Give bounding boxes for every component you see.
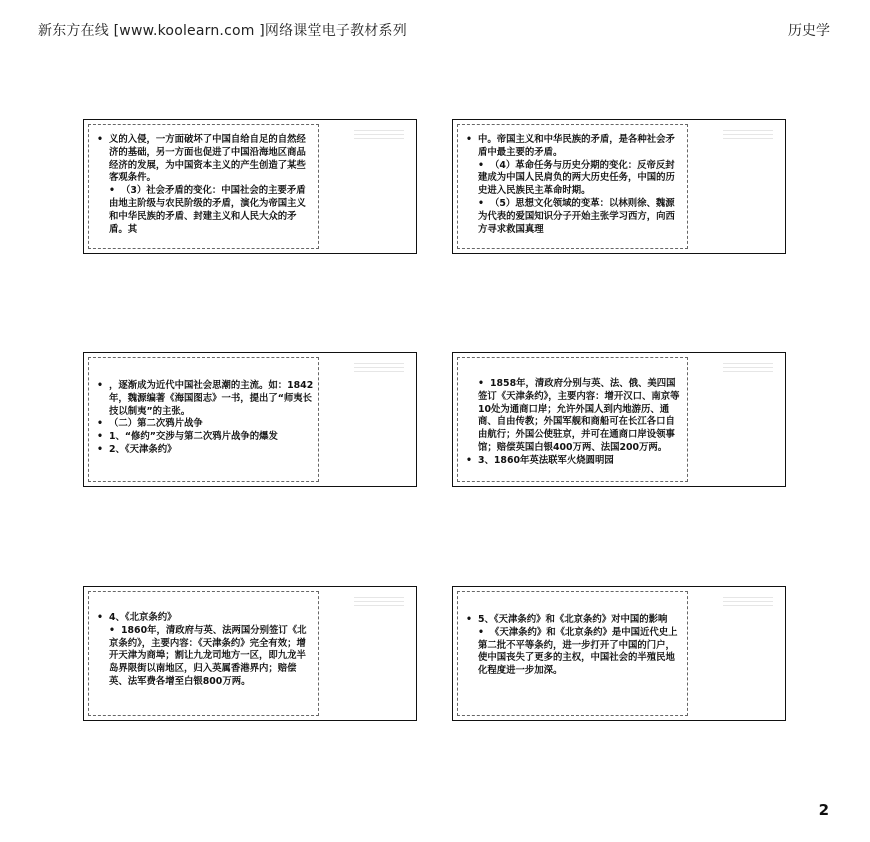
slide-decoration	[354, 363, 404, 375]
slide-thumbnail-5	[83, 586, 417, 721]
slide-bullet: • （二）第二次鸦片战争	[93, 418, 314, 431]
slide-text-frame	[88, 124, 319, 249]
slide-text-frame	[88, 357, 319, 482]
header-subject: 历史学	[788, 23, 830, 39]
slide-thumbnail-4	[452, 352, 786, 487]
slide-decoration	[723, 597, 773, 609]
slide-decoration	[723, 130, 773, 142]
slide-text-frame	[88, 591, 319, 716]
slide-thumbnail-1	[83, 119, 417, 254]
slide-text-frame	[457, 124, 688, 249]
slide-bullet: • 1860年，清政府与英、法两国分别签订《北京条约》，主要内容：《天津条约》完全有效；增开天津为商埠；割让九龙司地方一区，即九龙半岛界限街以南地区，归入英属香港界内；赔偿英、法军费各增至白银800万两。	[93, 625, 314, 689]
slide-bullet: • 3、1860年英法联军火烧圆明园	[462, 455, 683, 468]
slide-thumbnail-3	[83, 352, 417, 487]
slide-bullet: • 1、“修约”交涉与第二次鸦片战争的爆发	[93, 431, 314, 444]
slide-decoration	[354, 130, 404, 142]
slide-bullet: • （4）革命任务与历史分期的变化：反帝反封建成为中国人民肩负的两大历史任务，中国的历史进入民族民主革命时期。	[462, 160, 683, 198]
slide-bullet: • 中。帝国主义和中华民族的矛盾，是各种社会矛盾中最主要的矛盾。	[462, 134, 683, 160]
slide-bullet: • 《天津条约》和《北京条约》是中国近代史上第二批不平等条约，进一步打开了中国的门户，使中国丧失了更多的主权，中国社会的半殖民地化程度进一步加深。	[462, 627, 683, 678]
slide-bullet: • 4、《北京条约》	[93, 612, 314, 625]
slide-decoration	[354, 597, 404, 609]
slide-thumbnail-2	[452, 119, 786, 254]
slide-thumbnail-6	[452, 586, 786, 721]
slide-decoration	[723, 363, 773, 375]
slide-bullet: • 5、《天津条约》和《北京条约》对中国的影响	[462, 614, 683, 627]
slide-bullet: • （5）思想文化领域的变革：以林则徐、魏源为代表的爱国知识分子开始主张学习西方，向西方寻求救国真理	[462, 198, 683, 236]
slide-text-frame	[457, 591, 688, 716]
slide-bullet: • （3）社会矛盾的变化：中国社会的主要矛盾由地主阶级与农民阶级的矛盾，演化为帝国主义和中华民族的矛盾、封建主义和人民大众的矛盾。其	[93, 185, 314, 236]
page-number: 2	[818, 801, 829, 819]
slide-bullet: • 2、《天津条约》	[93, 444, 314, 457]
header-series-title: 新东方在线 [www.koolearn.com ]网络课堂电子教材系列	[38, 23, 407, 39]
slide-bullet: • ，逐渐成为近代中国社会思潮的主流。如：1842年，魏源编著《海国图志》一书，提出了“师夷长技以制夷”的主张。	[93, 380, 314, 418]
slide-text-frame	[457, 357, 688, 482]
slide-bullet: • 1858年，清政府分别与英、法、俄、美四国签订《天津条约》，主要内容：增开汉口、南京等10处为通商口岸；允许外国人到内地游历、通商、自由传教；外国军舰和商船可在长江各口自由航行；外国公使驻京，并可在通商口岸设领事馆；赔偿英国白银400万两、法国200万两。	[462, 378, 683, 455]
slide-bullet: • 义的入侵，一方面破坏了中国自给自足的自然经济的基础，另一方面也促进了中国沿海地区商品经济的发展，为中国资本主义的产生创造了某些客观条件。	[93, 134, 314, 185]
